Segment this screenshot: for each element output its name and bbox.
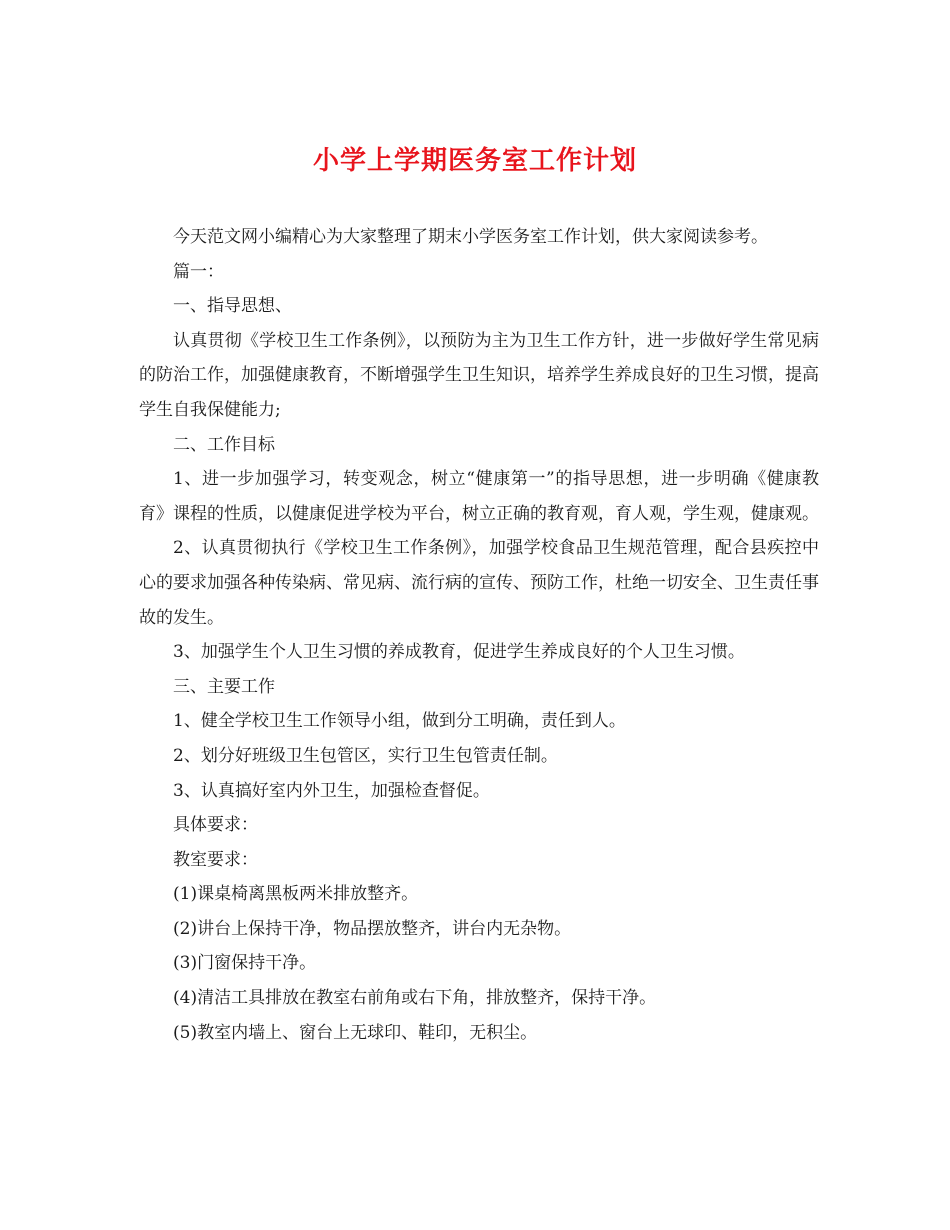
requirement-item-2: (2)讲台上保持干净，物品摆放整齐，讲台内无杂物。	[173, 918, 572, 939]
document-body	[139, 220, 819, 1050]
requirement-item-5: (5)教室内墙上、窗台上无球印、鞋印，无积尘。	[173, 1022, 538, 1043]
work-item-1: 1、健全学校卫生工作领导小组，做到分工明确，责任到人。	[173, 711, 626, 732]
goal-item-1: 1、进一步加强学习，转变观念，树立“健康第一”的指导思想，进一步明确《健康教育》课程的性质，以健康促进学校为平台，树立正确的教育观，育人观，学生观，健康观。	[139, 469, 819, 524]
section-label-part-one: 篇一：	[173, 261, 224, 282]
requirement-item-1: (1)课桌椅离黑板两米排放整齐。	[173, 884, 419, 905]
label-specific-requirements: 具体要求：	[173, 815, 258, 836]
work-item-3: 3、认真搞好室内外卫生，加强检查督促。	[173, 780, 490, 801]
heading-work-goals: 二、工作目标	[173, 434, 275, 455]
requirement-item-3: (3)门窗保持干净。	[173, 953, 317, 974]
heading-guiding-ideology: 一、指导思想、	[173, 296, 292, 317]
paragraph-guiding-ideology: 认真贯彻《学校卫生工作条例》，以预防为主为卫生工作方针，进一步做好学生常见病的防治工作，加强健康教育，不断增强学生卫生知识，培养学生养成良好的卫生习惯，提高学生自我保健能力;	[139, 330, 819, 420]
requirement-item-4: (4)清洁工具排放在教室右前角或右下角，排放整齐，保持干净。	[173, 988, 657, 1009]
goal-item-3: 3、加强学生个人卫生习惯的养成教育，促进学生养成良好的个人卫生习惯。	[173, 642, 745, 663]
work-item-2: 2、划分好班级卫生包管区，实行卫生包管责任制。	[173, 745, 558, 766]
label-classroom-requirements: 教室要求：	[173, 849, 258, 870]
goal-item-2: 2、认真贯彻执行《学校卫生工作条例》，加强学校食品卫生规范管理，配合县疾控中心的要求加强各种传染病、常见病、流行病的宣传、预防工作，杜绝一切安全、卫生责任事故的发生。	[139, 538, 819, 628]
heading-main-work: 三、主要工作	[173, 676, 275, 697]
intro-paragraph: 今天范文网小编精心为大家整理了期末小学医务室工作计划，供大家阅读参考。	[173, 227, 768, 247]
page-title: 小学上学期医务室工作计划	[312, 146, 637, 176]
